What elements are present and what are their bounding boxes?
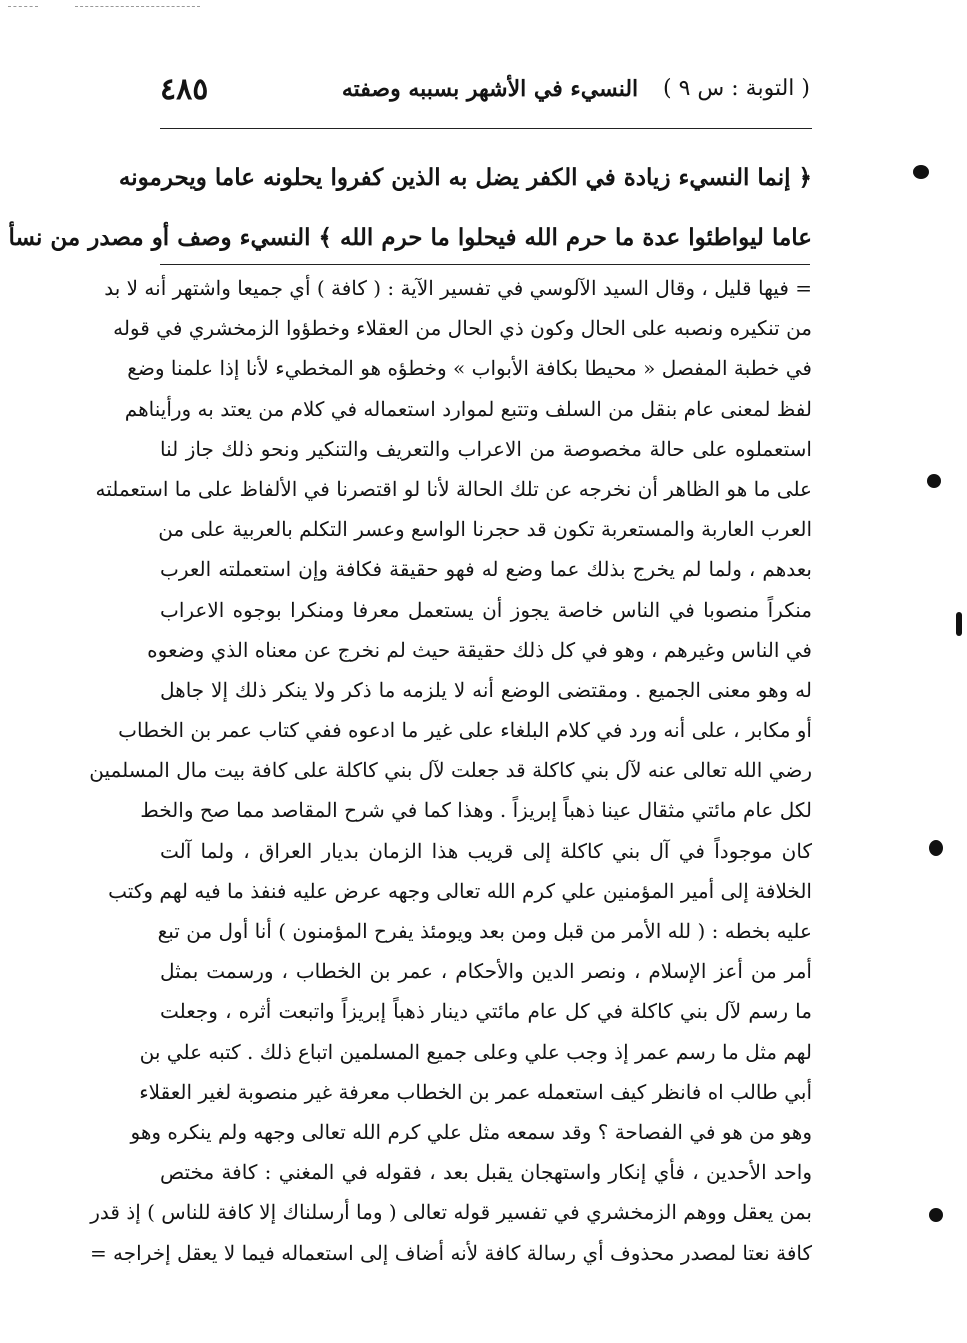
text-line: = فيها قليل ، وقال السيد الآلوسي في تفسير الآية : ( كافة ) أي جميعا واشتهر أنه لا بد [104,276,812,300]
text-line: استعملوه على حالة مخصوصة من الاعراب والتعريف والتنكير ونحو ذلك جاز لنا [160,436,812,461]
text-line: واحد الأحدين ، فأي إنكار واستهجان يقبل بعد ، فقوله في المغني : كافة مختص [160,1160,812,1185]
text-line: وهو من هو في الفصاحة ؟ وقد سمعه مثل علي كرم الله تعالى وجهه ولم ينكره وهو [130,1119,812,1144]
text-line: له وهو معنى الجميع . ومقتضى الوضع أنه لا يلزمه ما ذكر ولا ينكر ذلك إلا جاهل [160,677,812,702]
punch-hole-mark [929,1208,943,1222]
text-line: أبي طالب اه فانظر كيف استعمله عمر بن الخطاب معرفة غير منصوبة لغير العقلاء [139,1079,812,1104]
edge-mark [956,612,962,636]
scan-edge-mark [8,6,38,7]
running-title: النسيء في الأشهر بسببه وصفته [341,76,639,102]
page-header [160,70,810,120]
text-line: بعدهم ، ولما لم يخرج بذلك عما وضع له فهو حقيقة فكافة وإن استعملته العرب [160,557,812,582]
text-line: كان موجوداً في آل بني كاكلة إلى قريب هذا الزمان بديار العراق ، ولما آلت [160,838,812,863]
commentary-text [89,268,812,1273]
quran-verse-block [8,148,812,268]
text-line: عليه بخطه : ( لله الأمر من قبل ومن بعد ويومئذ يفرح المؤمنون ) أنا أول من تبع [157,919,812,943]
text-line: العرب العاربة والمستعربة تكون قد حجرنا الواسع وعسر التكلم بالعربية على من [158,517,812,542]
text-line: في الناس وغيرهم ، وهو في كل ذلك حقيقة حيث لم نخرج عن معناه الذي وضعوه [147,637,812,662]
text-line: ما رسم لآل بني كاكلة في كل عام مائتي دينار ذهباً إبريزاً واتبعت أثره ، وجعلت [160,999,812,1024]
text-line: لكل عام مائتي مثقال عينا ذهباً إبريزاً . وهذا كما في شرح المقاصد مما صح والخط [140,798,812,823]
text-line: لهم مثل ما رسم عمر إذ وجب علي وعلى جميع المسلمين اتباع ذلك . كتبه علي بن [139,1039,812,1064]
text-line: الخلافة إلى أمير المؤمنين علي كرم الله تعالى وجهه عرض عليه فنفذ ما فيه لهم وكتب [108,878,812,903]
verse-line: ﴿ إنما النسيء زيادة في الكفر يضل به الذين كفروا يحلونه عاما ويحرمونه [118,164,812,191]
surah-reference: ( التوبة : س ٩ ) [663,76,810,101]
punch-hole-mark [929,840,943,856]
verse-line: عاما ليواطئوا عدة ما حرم الله فيحلوا ما حرم الله ﴾ النسيء وصف أو مصدر من نسأ [8,224,812,251]
punch-hole-mark [927,474,941,488]
page-number: ٤٨٥ [160,72,209,107]
header-divider [160,128,812,129]
text-line: رضي الله تعالى عنه لآل بني كاكلة قد جعلت لآل بني كاكلة على كافة بيت مال المسلمين [89,758,812,783]
text-line: منكراً منصوبا في الناس خاصة يجوز أن يستعمل معرفا ومنكرا بوجوه الاعراب [160,597,812,622]
text-line: أمر من أعز الإسلام ، ونصر الدين والأحكام ، عمر بن الخطاب ، ورسمت بمثل [160,959,812,984]
text-line: بمن يعقل ووهم الزمخشري في تفسير قوله تعالى ( وما أرسلناك إلا كافة للناس ) إذ قدر [90,1200,812,1225]
scan-edge-mark [75,6,200,7]
punch-hole-mark [913,165,929,179]
text-line: كافة نعتا لمصدر محذوف أي رسالة كافة لأنه أضاف إلى استعماله فيما لا يعقل إخراجه = [89,1240,812,1265]
text-line: في خطبة المفصل « محيطا بكافة الأبواب » وخطؤه هو المخطيء لأنا إذا علمنا وضع [127,356,812,381]
text-line: على ما هو الظاهر أن نخرجه عن تلك الحالة لأنا لو اقتصرنا في الألفاظ على ما استعملته [95,476,812,501]
section-divider [160,264,810,265]
text-line: من تنكيره ونصبه على الحال وكون ذي الحال من العقلاء وخطؤوا الزمخشري في قوله [113,316,812,341]
text-line: أو مكابر ، على أنه ورد في كلام البلغاء على غير ما ادعوه ففي كتاب عمر بن الخطاب [118,718,812,743]
text-line: لفظ لمعنى عام بنقل من السلف وتتبع لموارد استعماله في كلام من يعتد به ورأيناهم [124,396,812,421]
